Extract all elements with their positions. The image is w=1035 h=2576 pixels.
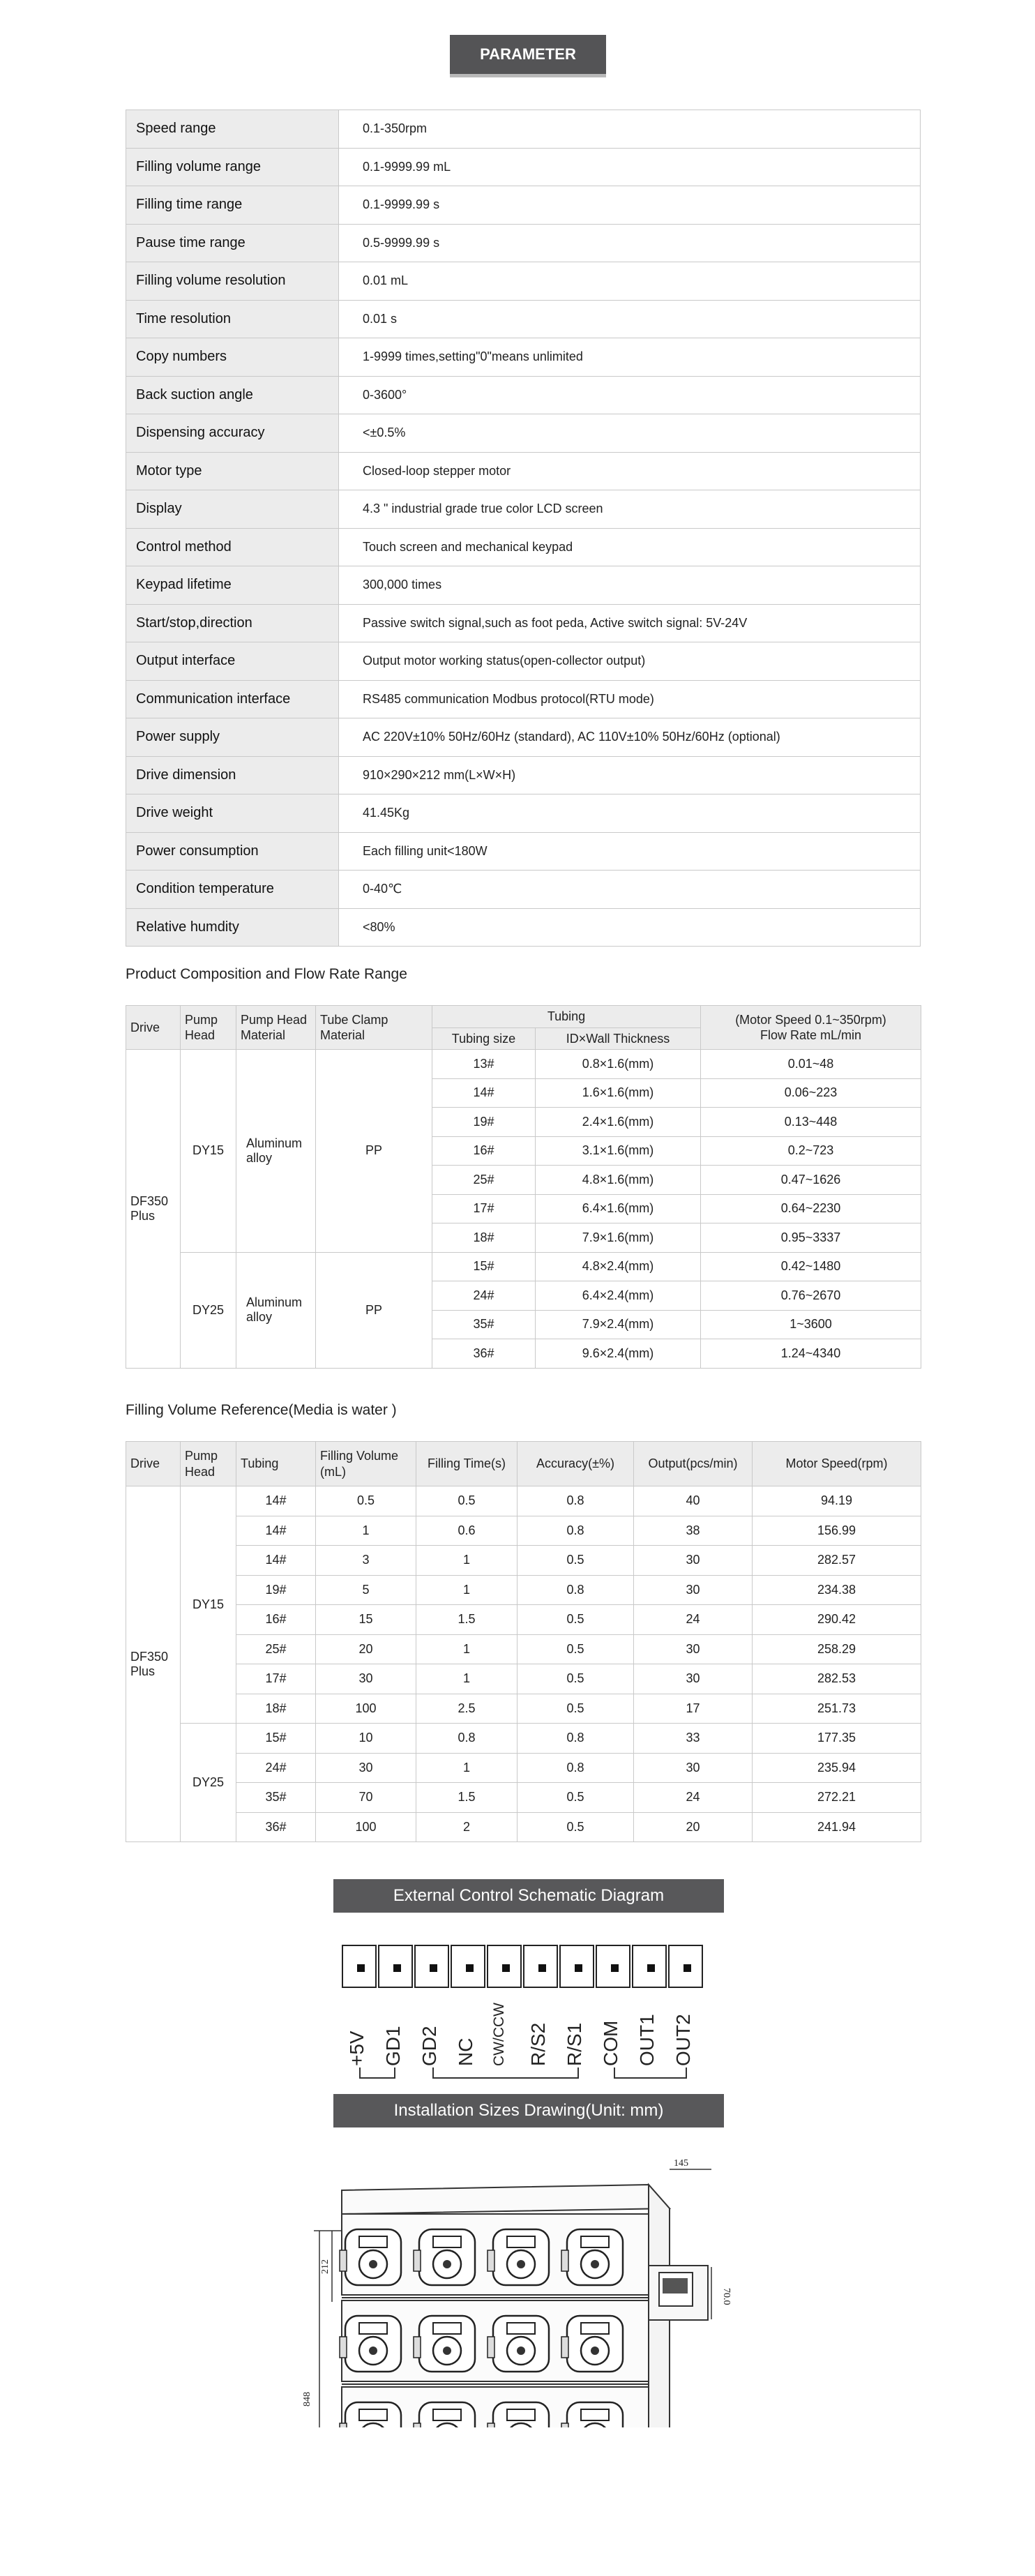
pump-head	[340, 2316, 401, 2372]
pump-head-cell: DY25	[181, 1724, 236, 1842]
tubing-cell: 25#	[236, 1634, 316, 1664]
parameter-value: Closed-loop stepper motor	[339, 452, 921, 490]
time-cell: 1	[416, 1575, 518, 1605]
volume-cell: 15	[316, 1605, 416, 1635]
parameter-row	[126, 414, 921, 453]
speed-cell: 241.94	[753, 1812, 921, 1842]
tubing-size-cell: 24#	[432, 1281, 536, 1311]
accuracy-cell: 0.5	[518, 1605, 634, 1635]
header-tube-clamp-material: Tube Clamp Material	[316, 1006, 432, 1050]
time-cell: 0.5	[416, 1486, 518, 1516]
dim-unit-height: 212	[320, 2259, 331, 2274]
table-row	[126, 1486, 921, 1516]
flow-rate-cell: 0.2~723	[701, 1136, 921, 1166]
parameter-name: Filling volume resolution	[126, 262, 339, 301]
accuracy-cell: 0.8	[518, 1486, 634, 1516]
flow-rate-cell: 1~3600	[701, 1310, 921, 1339]
pump-head	[561, 2402, 623, 2427]
parameter-name: Start/stop,direction	[126, 604, 339, 642]
header-accuracy: Accuracy(±%)	[518, 1442, 634, 1486]
parameter-name: Condition temperature	[126, 871, 339, 909]
tubing-size-cell: 13#	[432, 1050, 536, 1079]
accuracy-cell: 0.5	[518, 1664, 634, 1694]
pump-head	[561, 2316, 623, 2372]
terminal-label-box	[414, 1999, 449, 2069]
parameter-value: 0.1-350rpm	[339, 110, 921, 149]
accuracy-cell: 0.5	[518, 1783, 634, 1813]
accuracy-cell: 0.8	[518, 1516, 634, 1546]
terminal-label: R/S2	[527, 2022, 549, 2066]
parameter-value: Touch screen and mechanical keypad	[339, 528, 921, 566]
parameter-value: 4.3 " industrial grade true color LCD screen	[339, 490, 921, 529]
volume-cell: 100	[316, 1812, 416, 1842]
terminal-label-box	[668, 1999, 703, 2069]
time-cell: 1	[416, 1546, 518, 1576]
tubing-cell: 14#	[236, 1486, 316, 1516]
header-filling-time: Filling Time(s)	[416, 1442, 518, 1486]
terminal-block	[414, 1945, 449, 1988]
speed-cell: 94.19	[753, 1486, 921, 1516]
pump-head-cell: DY15	[181, 1486, 236, 1724]
terminal-block	[632, 1945, 667, 1988]
accuracy-cell: 0.8	[518, 1724, 634, 1754]
parameter-name: Speed range	[126, 110, 339, 149]
table-row	[126, 1516, 921, 1546]
output-cell: 24	[634, 1605, 753, 1635]
terminal-label: COM	[600, 2020, 621, 2066]
id-wall-cell: 4.8×1.6(mm)	[536, 1166, 701, 1195]
header-tubing-size: Tubing size	[432, 1027, 536, 1050]
terminal-label-box	[559, 1999, 594, 2069]
bracket-outputs	[614, 2067, 687, 2079]
terminal-screw	[393, 1964, 401, 1972]
volume-cell: 30	[316, 1664, 416, 1694]
flow-rate-cell: 0.42~1480	[701, 1252, 921, 1281]
tubing-size-cell: 15#	[432, 1252, 536, 1281]
flow-rate-cell: 0.06~223	[701, 1078, 921, 1108]
filling-table	[126, 1441, 921, 1842]
parameter-row	[126, 300, 921, 338]
time-cell: 1	[416, 1753, 518, 1783]
terminal-label-box	[487, 1999, 522, 2069]
pump-head	[488, 2316, 549, 2372]
output-cell: 33	[634, 1724, 753, 1754]
parameter-row	[126, 794, 921, 833]
terminal-screw	[538, 1964, 546, 1972]
header-tubing: Tubing	[432, 1006, 701, 1028]
id-wall-cell: 4.8×2.4(mm)	[536, 1252, 701, 1281]
id-wall-cell: 3.1×1.6(mm)	[536, 1136, 701, 1166]
output-cell: 17	[634, 1694, 753, 1724]
terminal-label-box	[632, 1999, 667, 2069]
tubing-cell: 24#	[236, 1753, 316, 1783]
flow-rate-cell: 0.95~3337	[701, 1223, 921, 1253]
pump-head	[488, 2402, 549, 2427]
parameter-name: Motor type	[126, 452, 339, 490]
volume-cell: 20	[316, 1634, 416, 1664]
speed-cell: 282.53	[753, 1664, 921, 1694]
clamp-cell: PP	[316, 1252, 432, 1368]
parameter-name: Copy numbers	[126, 338, 339, 377]
tubing-cell: 35#	[236, 1783, 316, 1813]
volume-cell: 100	[316, 1694, 416, 1724]
tubing-size-cell: 14#	[432, 1078, 536, 1108]
drive-cell: DF350 Plus	[126, 1050, 181, 1369]
parameter-value: 0.01 mL	[339, 262, 921, 301]
parameter-row	[126, 832, 921, 871]
pump-head	[340, 2229, 401, 2285]
accuracy-cell: 0.5	[518, 1546, 634, 1576]
parameter-value: Output motor working status(open-collector output)	[339, 642, 921, 681]
terminal-label: OUT1	[636, 2014, 658, 2066]
volume-cell: 5	[316, 1575, 416, 1605]
installation-banner: Installation Sizes Drawing(Unit: mm)	[333, 2094, 724, 2127]
terminal-screw	[430, 1964, 437, 1972]
terminal-label-box	[523, 1999, 558, 2069]
pump-head	[414, 2229, 475, 2285]
table-row	[126, 1812, 921, 1842]
table-row	[126, 1252, 921, 1281]
parameter-name: Keypad lifetime	[126, 566, 339, 605]
time-cell: 1.5	[416, 1783, 518, 1813]
parameter-value: 300,000 times	[339, 566, 921, 605]
parameter-name: Drive dimension	[126, 756, 339, 794]
installation-drawing	[0, 2148, 1035, 2427]
parameter-row	[126, 262, 921, 301]
parameter-value: Each filling unit<180W	[339, 832, 921, 871]
parameter-row	[126, 338, 921, 377]
time-cell: 2	[416, 1812, 518, 1842]
parameter-name: Filling time range	[126, 186, 339, 225]
bracket-inputs	[432, 2067, 579, 2079]
pump-head	[414, 2402, 475, 2427]
terminal-label: R/S1	[564, 2022, 585, 2066]
output-cell: 30	[634, 1575, 753, 1605]
tubing-size-cell: 16#	[432, 1136, 536, 1166]
tubing-cell: 14#	[236, 1516, 316, 1546]
parameter-value: AC 220V±10% 50Hz/60Hz (standard), AC 110V±10% 50Hz/60Hz (optional)	[339, 718, 921, 757]
time-cell: 2.5	[416, 1694, 518, 1724]
speed-cell: 251.73	[753, 1694, 921, 1724]
header-id-wall: ID×Wall Thickness	[536, 1027, 701, 1050]
header-output: Output(pcs/min)	[634, 1442, 753, 1486]
parameter-value: 0-40℃	[339, 871, 921, 909]
header-drive: Drive	[126, 1006, 181, 1050]
terminal-label: OUT2	[672, 2014, 694, 2066]
parameter-row	[126, 756, 921, 794]
volume-cell: 70	[316, 1783, 416, 1813]
parameter-row	[126, 604, 921, 642]
parameter-value: Passive switch signal,such as foot peda, Active switch signal: 5V-24V	[339, 604, 921, 642]
terminal-label: CW/CCW	[491, 2003, 507, 2066]
speed-cell: 234.38	[753, 1575, 921, 1605]
parameter-name: Pause time range	[126, 224, 339, 262]
header-pump-head: Pump Head	[181, 1442, 236, 1486]
parameter-table	[126, 110, 921, 947]
flow-rate-cell: 0.47~1626	[701, 1166, 921, 1195]
tubing-cell: 16#	[236, 1605, 316, 1635]
terminal-block	[559, 1945, 594, 1988]
parameter-name: Time resolution	[126, 300, 339, 338]
terminal-block	[596, 1945, 630, 1988]
terminal-screw	[611, 1964, 619, 1972]
time-cell: 1.5	[416, 1605, 518, 1635]
parameter-name: Dispensing accuracy	[126, 414, 339, 453]
composition-title: Product Composition and Flow Rate Range	[126, 966, 407, 982]
accuracy-cell: 0.5	[518, 1812, 634, 1842]
output-cell: 40	[634, 1486, 753, 1516]
parameter-value: 0-3600°	[339, 376, 921, 414]
terminal-screw	[357, 1964, 365, 1972]
parameter-row	[126, 224, 921, 262]
parameter-value: 1-9999 times,setting"0"means unlimited	[339, 338, 921, 377]
tubing-size-cell: 36#	[432, 1339, 536, 1369]
pump-head	[561, 2229, 623, 2285]
id-wall-cell: 6.4×2.4(mm)	[536, 1281, 701, 1311]
id-wall-cell: 9.6×2.4(mm)	[536, 1339, 701, 1369]
display-box	[649, 2266, 708, 2320]
terminal-label: NC	[455, 2038, 476, 2066]
header-pump-head-material: Pump Head Material	[236, 1006, 316, 1050]
parameter-value: <±0.5%	[339, 414, 921, 453]
header-flow-rate	[701, 1006, 921, 1050]
flow-rate-cell: 0.13~448	[701, 1108, 921, 1137]
speed-cell: 156.99	[753, 1516, 921, 1546]
id-wall-cell: 6.4×1.6(mm)	[536, 1194, 701, 1223]
terminal-block	[342, 1945, 377, 1988]
parameter-name: Filling volume range	[126, 148, 339, 186]
tubing-size-cell: 17#	[432, 1194, 536, 1223]
time-cell: 1	[416, 1664, 518, 1694]
material-cell: Aluminum alloy	[236, 1252, 316, 1368]
parameter-row	[126, 528, 921, 566]
parameter-value: 0.1-9999.99 mL	[339, 148, 921, 186]
parameter-name: Control method	[126, 528, 339, 566]
parameter-row	[126, 871, 921, 909]
table-row	[126, 1694, 921, 1724]
terminal-screw	[575, 1964, 582, 1972]
table-row	[126, 1575, 921, 1605]
output-cell: 20	[634, 1812, 753, 1842]
parameter-value: 910×290×212 mm(L×W×H)	[339, 756, 921, 794]
output-cell: 30	[634, 1753, 753, 1783]
id-wall-cell: 7.9×2.4(mm)	[536, 1310, 701, 1339]
tubing-cell: 17#	[236, 1664, 316, 1694]
flow-rate-cell: 0.76~2670	[701, 1281, 921, 1311]
tubing-cell: 36#	[236, 1812, 316, 1842]
dim-total-height: 848	[302, 2392, 312, 2406]
parameter-name: Communication interface	[126, 680, 339, 718]
terminal-label-box	[342, 1999, 377, 2069]
tubing-cell: 19#	[236, 1575, 316, 1605]
pump-head-cell: DY25	[181, 1252, 236, 1368]
parameter-row	[126, 148, 921, 186]
tubing-size-cell: 25#	[432, 1166, 536, 1195]
pump-head-cell: DY15	[181, 1050, 236, 1253]
terminal-label-box	[596, 1999, 630, 2069]
table-row	[126, 1605, 921, 1635]
tubing-cell: 15#	[236, 1724, 316, 1754]
table-row	[126, 1664, 921, 1694]
tubing-size-cell: 35#	[432, 1310, 536, 1339]
pump-head	[340, 2402, 401, 2427]
time-cell: 1	[416, 1634, 518, 1664]
parameter-row	[126, 186, 921, 225]
parameter-row	[126, 452, 921, 490]
flow-rate-cell: 0.01~48	[701, 1050, 921, 1079]
id-wall-cell: 0.8×1.6(mm)	[536, 1050, 701, 1079]
tubing-size-cell: 18#	[432, 1223, 536, 1253]
terminal-screw	[502, 1964, 510, 1972]
composition-table	[126, 1005, 921, 1369]
volume-cell: 0.5	[316, 1486, 416, 1516]
time-cell: 0.8	[416, 1724, 518, 1754]
drive-cell: DF350 Plus	[126, 1486, 181, 1842]
accuracy-cell: 0.8	[518, 1753, 634, 1783]
pump-head	[488, 2229, 549, 2285]
parameter-row	[126, 566, 921, 605]
parameter-name: Drive weight	[126, 794, 339, 833]
cabinet-top	[342, 2185, 670, 2214]
pump-head	[414, 2316, 475, 2372]
parameter-value: 41.45Kg	[339, 794, 921, 833]
filling-title: Filling Volume Reference(Media is water )	[126, 1402, 397, 1418]
parameter-name: Power consumption	[126, 832, 339, 871]
volume-cell: 3	[316, 1546, 416, 1576]
schematic-diagram	[342, 1945, 710, 2105]
clamp-cell: PP	[316, 1050, 432, 1253]
accuracy-cell: 0.5	[518, 1694, 634, 1724]
terminal-block	[487, 1945, 522, 1988]
parameter-row	[126, 642, 921, 681]
dim-side-small: 70.0	[721, 2288, 732, 2305]
flow-rate-cell: 1.24~4340	[701, 1339, 921, 1369]
table-row	[126, 1724, 921, 1754]
accuracy-cell: 0.8	[518, 1575, 634, 1605]
header-flow-line1: (Motor Speed 0.1~350rpm)	[735, 1012, 886, 1027]
terminal-label: +5V	[346, 2031, 368, 2066]
parameter-value: 0.5-9999.99 s	[339, 224, 921, 262]
table-row	[126, 1546, 921, 1576]
table-row	[126, 1634, 921, 1664]
parameter-banner: PARAMETER	[450, 35, 606, 74]
tubing-size-cell: 19#	[432, 1108, 536, 1137]
table-row	[126, 1783, 921, 1813]
header-flow-line2: Flow Rate mL/min	[760, 1028, 862, 1042]
schematic-banner: External Control Schematic Diagram	[333, 1879, 724, 1913]
speed-cell: 177.35	[753, 1724, 921, 1754]
terminal-block	[451, 1945, 485, 1988]
terminal-label: GD1	[382, 2026, 404, 2066]
terminal-block	[668, 1945, 703, 1988]
parameter-value: <80%	[339, 908, 921, 947]
volume-cell: 30	[316, 1753, 416, 1783]
parameter-value: 0.01 s	[339, 300, 921, 338]
time-cell: 0.6	[416, 1516, 518, 1546]
parameter-row	[126, 376, 921, 414]
id-wall-cell: 1.6×1.6(mm)	[536, 1078, 701, 1108]
table-row	[126, 1753, 921, 1783]
speed-cell: 272.21	[753, 1783, 921, 1813]
terminal-screw	[466, 1964, 474, 1972]
parameter-value: RS485 communication Modbus protocol(RTU mode)	[339, 680, 921, 718]
parameter-row	[126, 110, 921, 149]
id-wall-cell: 2.4×1.6(mm)	[536, 1108, 701, 1137]
accuracy-cell: 0.5	[518, 1634, 634, 1664]
output-cell: 30	[634, 1664, 753, 1694]
terminal-block	[378, 1945, 413, 1988]
output-cell: 30	[634, 1634, 753, 1664]
header-filling-volume: Filling Volume (mL)	[316, 1442, 416, 1486]
parameter-name: Output interface	[126, 642, 339, 681]
parameter-name: Relative humdity	[126, 908, 339, 947]
bracket-power	[359, 2067, 395, 2079]
parameter-row	[126, 718, 921, 757]
terminal-label-box	[451, 1999, 485, 2069]
dim-top-depth: 145	[674, 2158, 688, 2169]
terminal-screw	[683, 1964, 691, 1972]
parameter-row	[126, 908, 921, 947]
speed-cell: 290.42	[753, 1605, 921, 1635]
tubing-cell: 18#	[236, 1694, 316, 1724]
parameter-row	[126, 490, 921, 529]
volume-cell: 10	[316, 1724, 416, 1754]
parameter-name: Display	[126, 490, 339, 529]
header-tubing: Tubing	[236, 1442, 316, 1486]
table-row	[126, 1050, 921, 1079]
header-pump-head: Pump Head	[181, 1006, 236, 1050]
speed-cell: 258.29	[753, 1634, 921, 1664]
header-drive: Drive	[126, 1442, 181, 1486]
volume-cell: 1	[316, 1516, 416, 1546]
output-cell: 24	[634, 1783, 753, 1813]
speed-cell: 282.57	[753, 1546, 921, 1576]
speed-cell: 235.94	[753, 1753, 921, 1783]
parameter-name: Back suction angle	[126, 376, 339, 414]
terminal-label-box	[378, 1999, 413, 2069]
parameter-value: 0.1-9999.99 s	[339, 186, 921, 225]
flow-rate-cell: 0.64~2230	[701, 1194, 921, 1223]
tubing-cell: 14#	[236, 1546, 316, 1576]
parameter-name: Power supply	[126, 718, 339, 757]
parameter-row	[126, 680, 921, 718]
output-cell: 30	[634, 1546, 753, 1576]
terminal-label: GD2	[418, 2026, 440, 2066]
terminal-block	[523, 1945, 558, 1988]
header-motor-speed: Motor Speed(rpm)	[753, 1442, 921, 1486]
id-wall-cell: 7.9×1.6(mm)	[536, 1223, 701, 1253]
terminal-screw	[647, 1964, 655, 1972]
output-cell: 38	[634, 1516, 753, 1546]
material-cell: Aluminum alloy	[236, 1050, 316, 1253]
